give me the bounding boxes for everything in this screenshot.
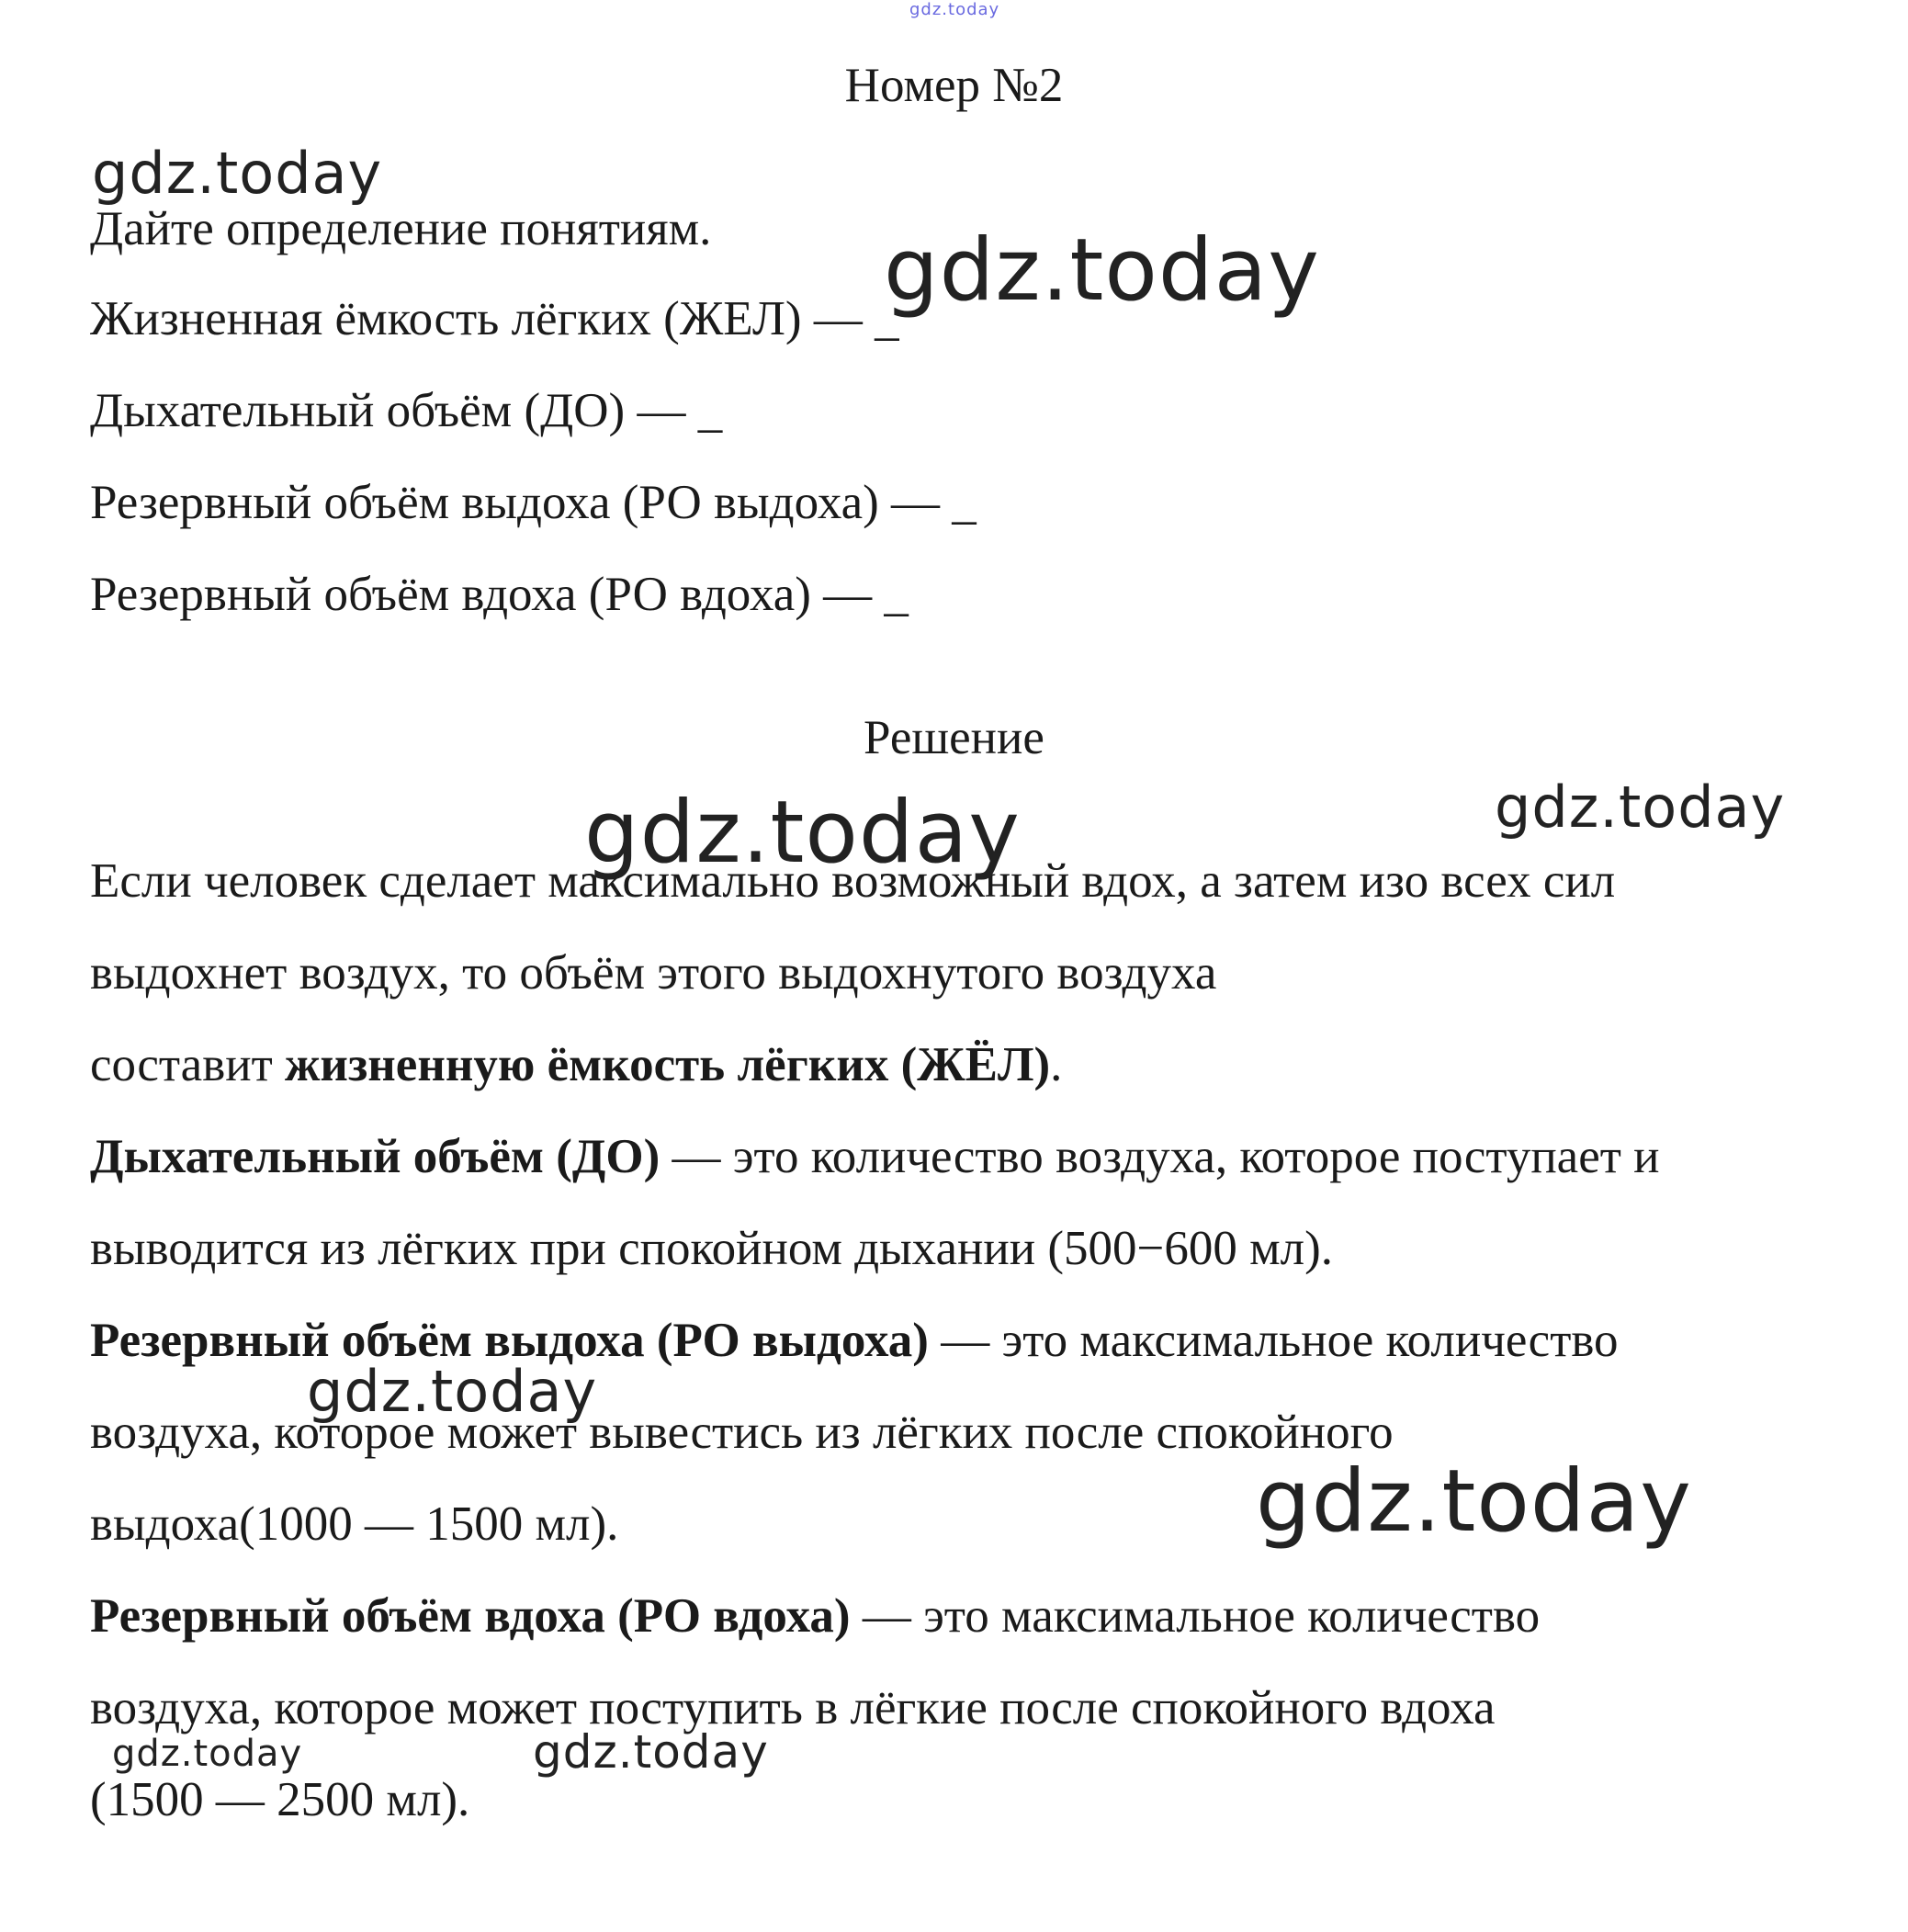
solution-p1-post: . xyxy=(1050,1038,1063,1091)
watermark: gdz.today xyxy=(533,1725,769,1779)
watermark: gdz.today xyxy=(92,140,383,207)
solution-p4-rest: — это максимальное количество xyxy=(850,1589,1541,1643)
solution-p1-line1: Если человек сделает максимально возможный вдох, а затем изо всех сил xyxy=(90,854,1616,908)
solution-p4-line3: (1500 — 2500 мл). xyxy=(90,1773,470,1826)
solution-p4-line2: воздуха, которое может поступить в лёгкие после спокойного вдоха xyxy=(90,1681,1496,1734)
watermark: gdz.today xyxy=(1495,774,1786,841)
solution-p1-line3 xyxy=(90,1036,1062,1093)
watermark: gdz.today xyxy=(307,1358,598,1425)
watermark-top: gdz.today xyxy=(909,0,1000,19)
solution-p2-rest: — это количество воздуха, которое поступает и xyxy=(660,1130,1660,1183)
task-item-ro-vdoha: Резервный объём вдоха (РО вдоха) — _ xyxy=(90,568,909,621)
term-ro-vdoha: Резервный объём вдоха (РО вдоха) xyxy=(90,1589,851,1643)
watermark: gdz.today xyxy=(112,1733,303,1775)
task-item-ro-vydoha: Резервный объём выдоха (РО выдоха) — _ xyxy=(90,476,977,529)
term-do: Дыхательный объём (ДО) xyxy=(90,1130,660,1183)
solution-heading: Решение xyxy=(864,711,1044,764)
task-item-do: Дыхательный объём (ДО) — _ xyxy=(90,384,723,437)
task-prompt: Дайте определение понятиям. xyxy=(90,202,712,255)
watermark: gdz.today xyxy=(884,220,1320,321)
task-item-zhel: Жизненная ёмкость лёгких (ЖЕЛ) — _ xyxy=(90,292,899,345)
solution-p1-line2: выдохнет воздух, то объём этого выдохнутого воздуха xyxy=(90,946,1217,1000)
solution-p3-line2: воздуха, которое может вывестись из лёгких после спокойного xyxy=(90,1406,1394,1459)
term-ro-vydoha: Резервный объём выдоха (РО выдоха) xyxy=(90,1314,929,1367)
solution-p3-rest: — это максимальное количество xyxy=(928,1314,1619,1367)
solution-p3-line3: выдоха(1000 — 1500 мл). xyxy=(90,1497,619,1551)
solution-p2-line2: выводится из лёгких при спокойном дыхании (500−600 мл). xyxy=(90,1222,1334,1275)
term-zhel: жизненную ёмкость лёгких (ЖЁЛ) xyxy=(285,1038,1051,1091)
watermark: gdz.today xyxy=(584,783,1021,883)
solution-p1-pre: составит xyxy=(90,1038,285,1091)
task-title: Номер №2 xyxy=(844,59,1064,112)
solution-p2-line1 xyxy=(90,1128,1660,1185)
watermark: gdz.today xyxy=(1256,1452,1692,1552)
solution-p4-line1 xyxy=(90,1587,1540,1644)
